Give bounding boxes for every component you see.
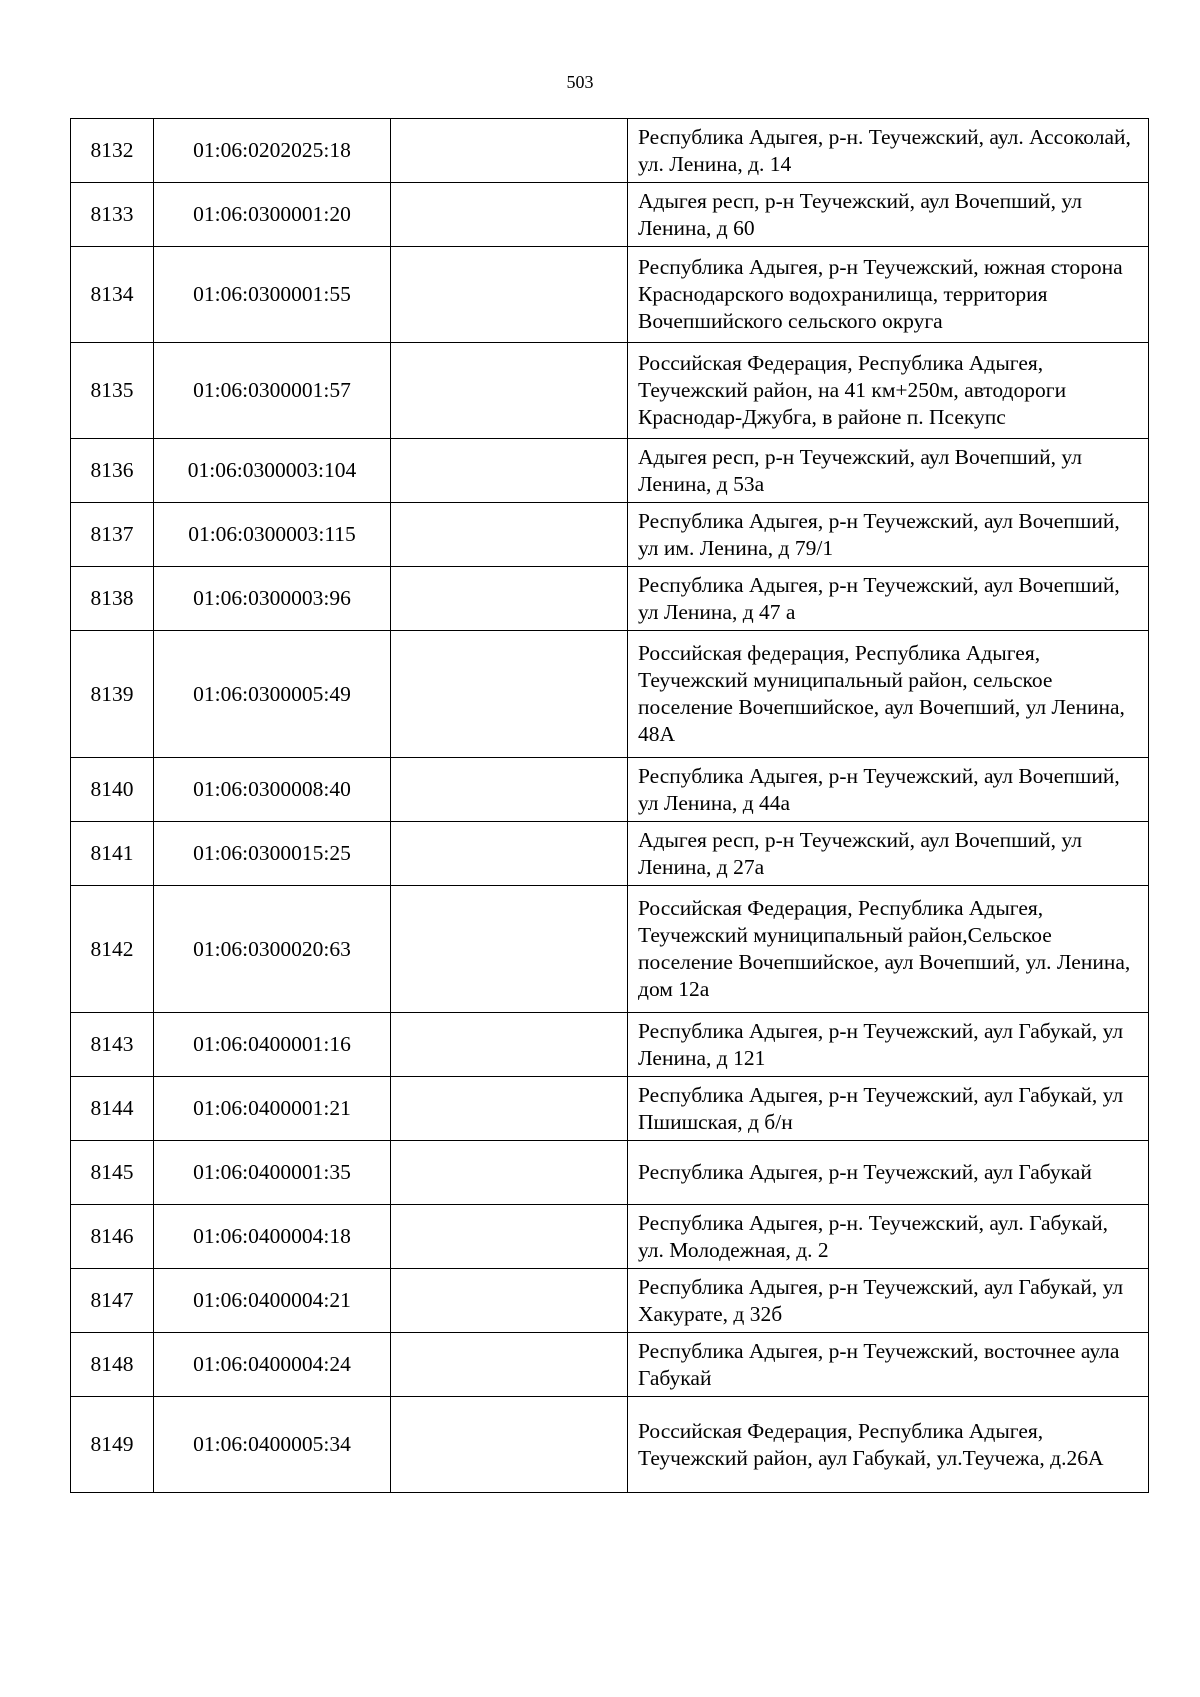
cadastral-number-cell: 01:06:0202025:18 (154, 119, 391, 183)
empty-cell (391, 567, 628, 631)
page-number: 503 (566, 72, 594, 92)
address-cell: Адыгея респ, р-н Теучежский, аул Вочепший, ул Ленина, д 27а (628, 822, 1149, 886)
table-row (71, 1013, 1149, 1077)
empty-cell (391, 183, 628, 247)
empty-cell (391, 631, 628, 758)
address-cell: Республика Адыгея, р-н. Теучежский, аул. Габукай, ул. Молодежная, д. 2 (628, 1205, 1149, 1269)
address-cell: Республика Адыгея, р-н Теучежский, аул Вочепший, ул Ленина, д 44а (628, 758, 1149, 822)
table-row (71, 1269, 1149, 1333)
empty-cell (391, 503, 628, 567)
row-number-cell: 8137 (71, 503, 154, 567)
table-row (71, 119, 1149, 183)
cadastral-number-cell: 01:06:0300020:63 (154, 886, 391, 1013)
table-row (71, 1205, 1149, 1269)
cadastral-number-cell: 01:06:0300005:49 (154, 631, 391, 758)
cadastral-number-cell: 01:06:0300008:40 (154, 758, 391, 822)
empty-cell (391, 886, 628, 1013)
row-number-cell: 8149 (71, 1397, 154, 1493)
table-row (71, 567, 1149, 631)
row-number-cell: 8136 (71, 439, 154, 503)
empty-cell (391, 119, 628, 183)
table-row (71, 343, 1149, 439)
address-cell: Российская Федерация, Республика Адыгея, Теучежский муниципальный район,Сельское поселение Вочепшийское, аул Вочепший, ул. Ленина, дом 12а (628, 886, 1149, 1013)
table-row (71, 1077, 1149, 1141)
row-number-cell: 8140 (71, 758, 154, 822)
empty-cell (391, 822, 628, 886)
empty-cell (391, 1333, 628, 1397)
table-row (71, 1141, 1149, 1205)
row-number-cell: 8133 (71, 183, 154, 247)
table-row (71, 1333, 1149, 1397)
row-number-cell: 8146 (71, 1205, 154, 1269)
address-cell: Республика Адыгея, р-н Теучежский, аул Габукай, ул Пшишская, д б/н (628, 1077, 1149, 1141)
cadastral-number-cell: 01:06:0400001:35 (154, 1141, 391, 1205)
row-number-cell: 8148 (71, 1333, 154, 1397)
address-cell: Республика Адыгея, р-н Теучежский, аул Габукай, ул Хакурате, д 32б (628, 1269, 1149, 1333)
address-cell: Адыгея респ, р-н Теучежский, аул Вочепший, ул Ленина, д 60 (628, 183, 1149, 247)
row-number-cell: 8142 (71, 886, 154, 1013)
row-number-cell: 8141 (71, 822, 154, 886)
address-cell: Республика Адыгея, р-н. Теучежский, аул. Ассоколай, ул. Ленина, д. 14 (628, 119, 1149, 183)
table-row (71, 758, 1149, 822)
cadastral-number-cell: 01:06:0300003:104 (154, 439, 391, 503)
empty-cell (391, 758, 628, 822)
registry-table (70, 118, 1149, 1493)
address-cell: Республика Адыгея, р-н Теучежский, аул Габукай, ул Ленина, д 121 (628, 1013, 1149, 1077)
row-number-cell: 8147 (71, 1269, 154, 1333)
empty-cell (391, 1013, 628, 1077)
row-number-cell: 8139 (71, 631, 154, 758)
address-cell: Республика Адыгея, р-н Теучежский, южная сторона Краснодарского водохранилища, территория Вочепшийского сельского округа (628, 247, 1149, 343)
table-row (71, 822, 1149, 886)
table-row (71, 1397, 1149, 1493)
empty-cell (391, 439, 628, 503)
cadastral-number-cell: 01:06:0400004:21 (154, 1269, 391, 1333)
address-cell: Российская Федерация, Республика Адыгея, Теучежский район, аул Габукай, ул.Теучежа, д.26А (628, 1397, 1149, 1493)
row-number-cell: 8134 (71, 247, 154, 343)
table-row (71, 439, 1149, 503)
address-cell: Республика Адыгея, р-н Теучежский, аул Габукай (628, 1141, 1149, 1205)
table-row (71, 247, 1149, 343)
empty-cell (391, 1077, 628, 1141)
address-cell: Республика Адыгея, р-н Теучежский, аул Вочепший, ул им. Ленина, д 79/1 (628, 503, 1149, 567)
cadastral-number-cell: 01:06:0400001:21 (154, 1077, 391, 1141)
cadastral-number-cell: 01:06:0400004:24 (154, 1333, 391, 1397)
row-number-cell: 8144 (71, 1077, 154, 1141)
registry-table-body (71, 119, 1149, 1493)
address-cell: Российская федерация, Республика Адыгея, Теучежский муниципальный район, сельское поселение Вочепшийское, аул Вочепший, ул Ленина, 48А (628, 631, 1149, 758)
empty-cell (391, 343, 628, 439)
cadastral-number-cell: 01:06:0300001:20 (154, 183, 391, 247)
cadastral-number-cell: 01:06:0400001:16 (154, 1013, 391, 1077)
row-number-cell: 8143 (71, 1013, 154, 1077)
empty-cell (391, 247, 628, 343)
empty-cell (391, 1141, 628, 1205)
cadastral-number-cell: 01:06:0300015:25 (154, 822, 391, 886)
address-cell: Республика Адыгея, р-н Теучежский, аул Вочепший, ул Ленина, д 47 а (628, 567, 1149, 631)
empty-cell (391, 1397, 628, 1493)
table-row (71, 886, 1149, 1013)
row-number-cell: 8145 (71, 1141, 154, 1205)
address-cell: Адыгея респ, р-н Теучежский, аул Вочепший, ул Ленина, д 53а (628, 439, 1149, 503)
address-cell: Республика Адыгея, р-н Теучежский, восточнее аула Габукай (628, 1333, 1149, 1397)
cadastral-number-cell: 01:06:0300001:55 (154, 247, 391, 343)
row-number-cell: 8132 (71, 119, 154, 183)
row-number-cell: 8135 (71, 343, 154, 439)
cadastral-number-cell: 01:06:0300003:96 (154, 567, 391, 631)
empty-cell (391, 1205, 628, 1269)
cadastral-number-cell: 01:06:0300003:115 (154, 503, 391, 567)
table-row (71, 503, 1149, 567)
cadastral-number-cell: 01:06:0300001:57 (154, 343, 391, 439)
row-number-cell: 8138 (71, 567, 154, 631)
table-row (71, 631, 1149, 758)
cadastral-number-cell: 01:06:0400004:18 (154, 1205, 391, 1269)
table-row (71, 183, 1149, 247)
address-cell: Российская Федерация, Республика Адыгея, Теучежский район, на 41 км+250м, автодороги Краснодар-Джубга, в районе п. Псекупс (628, 343, 1149, 439)
cadastral-number-cell: 01:06:0400005:34 (154, 1397, 391, 1493)
empty-cell (391, 1269, 628, 1333)
